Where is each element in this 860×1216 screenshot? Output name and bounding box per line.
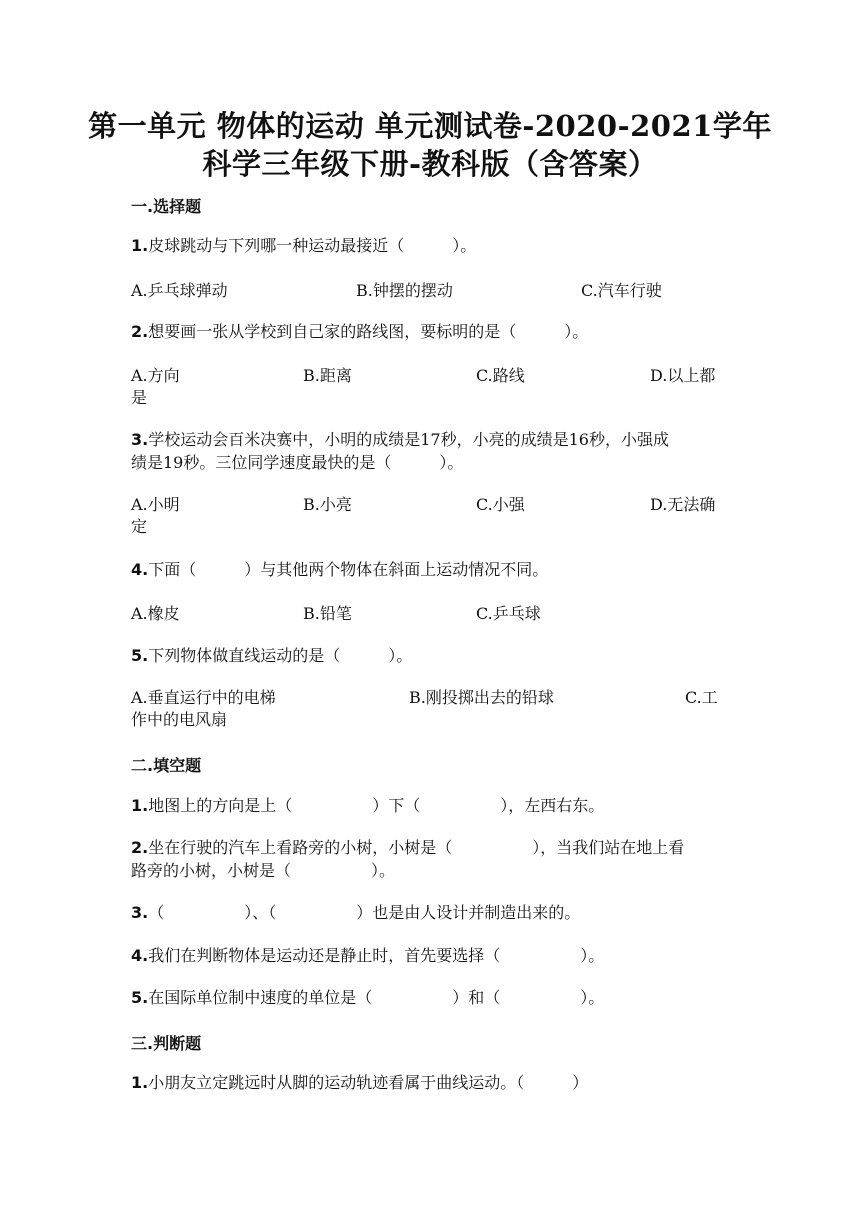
option-c: C.乒乓球 — [476, 604, 541, 623]
question-number: 5. — [131, 988, 149, 1007]
question-number: 2. — [131, 322, 149, 341]
option-d-continued: 是 — [131, 388, 148, 407]
section-heading-judge: 三.判断题 — [131, 1034, 202, 1053]
question-text-continued: 路旁的小树，小树是（ ）。 — [131, 861, 396, 880]
option-b: B.铅笔 — [303, 604, 352, 623]
question-text-continued: 绩是19秒。三位同学速度最快的是（ ）。 — [131, 453, 464, 472]
question-number: 2. — [131, 838, 149, 857]
question-text: 小朋友立定跳远时从脚的运动轨迹看属于曲线运动。（ ） — [148, 1073, 589, 1092]
question-1-1 — [131, 235, 476, 257]
option-b: B.距离 — [303, 366, 352, 385]
option-a: A.橡皮 — [131, 604, 180, 623]
question-1-4 — [131, 559, 548, 581]
option-b: B.小亮 — [303, 495, 352, 514]
question-text: 皮球跳动与下列哪一种运动最接近（ ）。 — [148, 236, 477, 255]
question-number: 1. — [131, 1073, 149, 1092]
section-heading-fill: 二.填空题 — [131, 756, 202, 775]
question-2-4 — [131, 945, 604, 967]
question-number: 1. — [131, 796, 149, 815]
question-text: 下列物体做直线运动的是（ ）。 — [148, 646, 413, 665]
question-1-5 — [131, 645, 412, 667]
question-1-2 — [131, 321, 588, 343]
option-c-continued: 作中的电风扇 — [131, 710, 228, 729]
question-3-1 — [131, 1072, 588, 1094]
question-number: 3. — [131, 430, 149, 449]
question-number: 3. — [131, 903, 149, 922]
option-c: C.路线 — [476, 366, 525, 385]
question-text: 地图上的方向是上（ ）下（ ），左西右东。 — [148, 796, 605, 815]
option-d-continued: 定 — [131, 517, 148, 536]
question-number: 5. — [131, 646, 149, 665]
question-text: 在国际单位制中速度的单位是（ ）和（ ）。 — [148, 988, 605, 1007]
question-2-5 — [131, 987, 604, 1009]
question-2-3 — [131, 902, 580, 924]
question-number: 4. — [131, 560, 149, 579]
option-c: C.小强 — [476, 495, 525, 514]
option-a: A.垂直运行中的电梯 — [131, 688, 276, 707]
question-text: 坐在行驶的汽车上看路旁的小树，小树是（ ），当我们站在地上看 — [148, 838, 685, 857]
page-title-line1: 第一单元 物体的运动 单元测试卷-2020-2021学年 — [88, 109, 772, 143]
question-number: 1. — [131, 236, 149, 255]
option-b: B.刚投掷出去的铅球 — [409, 688, 554, 707]
question-text: 我们在判断物体是运动还是静止时，首先要选择（ ）。 — [148, 946, 605, 965]
option-c: C.工 — [685, 688, 718, 707]
option-a: A.小明 — [131, 495, 180, 514]
page-title-line2: 科学三年级下册-教科版（含答案） — [202, 147, 658, 181]
question-number: 4. — [131, 946, 149, 965]
option-d: D.以上都 — [650, 366, 716, 385]
question-text: 学校运动会百米决赛中，小明的成绩是17秒，小亮的成绩是16秒，小强成 — [148, 430, 669, 449]
question-text: （ ）、（ ）也是由人设计并制造出来的。 — [148, 903, 581, 922]
question-2-2 — [131, 837, 684, 859]
question-text: 下面（ ）与其他两个物体在斜面上运动情况不同。 — [148, 560, 549, 579]
question-text: 想要画一张从学校到自己家的路线图，要标明的是（ ）。 — [148, 322, 589, 341]
question-1-3 — [131, 429, 669, 451]
option-c: C.汽车行驶 — [581, 281, 662, 300]
option-b: B.钟摆的摆动 — [356, 281, 453, 300]
option-d: D.无法确 — [650, 495, 716, 514]
section-heading-choice: 一.选择题 — [131, 197, 202, 216]
question-2-1 — [131, 795, 604, 817]
option-a: A.乒乓球弹动 — [131, 281, 228, 300]
option-a: A.方向 — [131, 366, 180, 385]
